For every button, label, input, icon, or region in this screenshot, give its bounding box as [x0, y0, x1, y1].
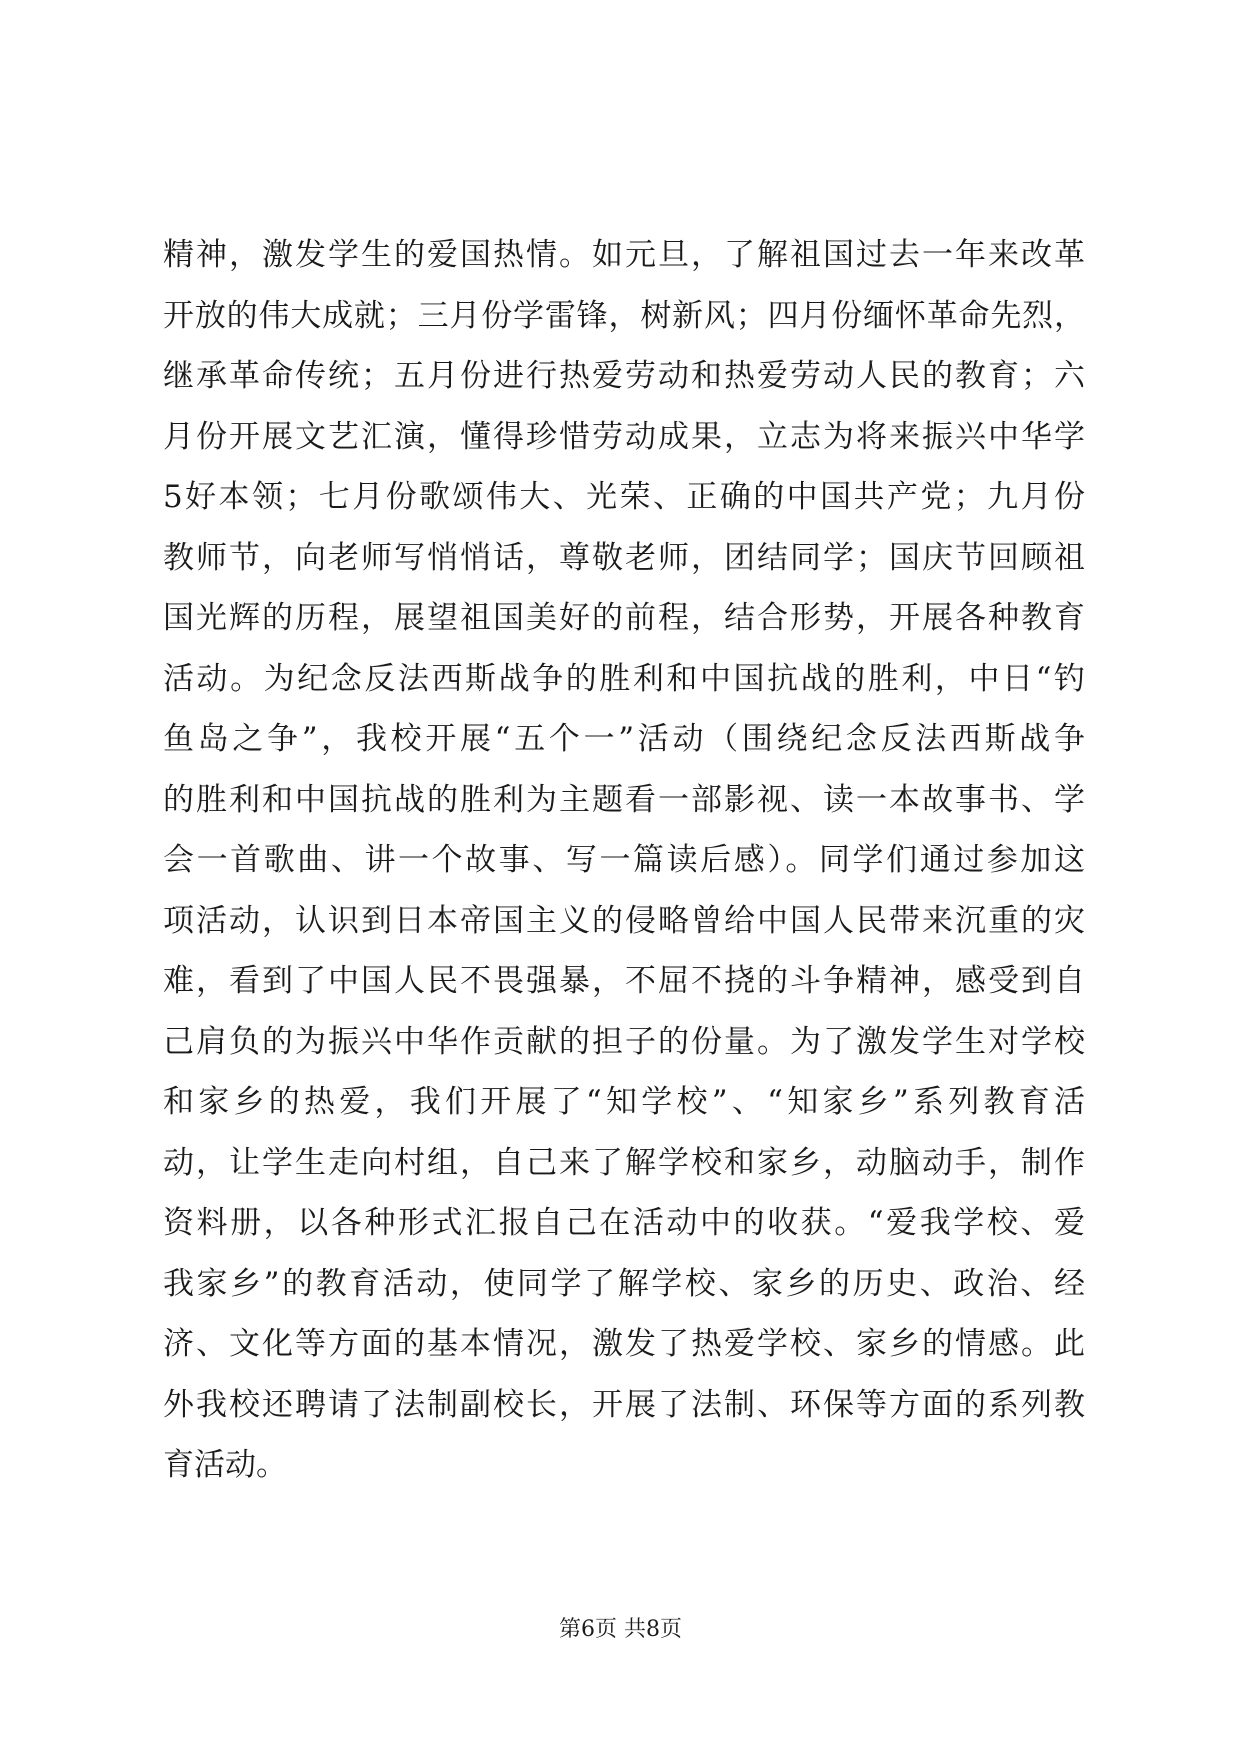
text-line: 鱼岛之争”，我校开展“五个一”活动（围绕纪念反法西斯战争 — [163, 721, 1085, 757]
page-number-footer: 第6页 共8页 — [559, 1617, 682, 1642]
text-line: 外我校还聘请了法制副校长，开展了法制、环保等方面的系列教 — [163, 1386, 1085, 1423]
text-line: 活动。为纪念反法西斯战争的胜利和中国抗战的胜利，中日“钓 — [163, 660, 1085, 697]
text-line: 资料册，以各种形式汇报自己在活动中的收获。“爱我学校、爱 — [163, 1205, 1085, 1241]
text-line: 月份开展文艺汇演，懂得珍惜劳动成果，立志为将来振兴中华学 — [163, 418, 1085, 455]
text-line: 教师节，向老师写悄悄话，尊敬老师，团结同学；国庆节回顾祖 — [163, 539, 1085, 576]
text-line: 我家乡”的教育活动，使同学了解学校、家乡的历史、政治、经 — [163, 1265, 1085, 1302]
text-line: 项活动，认识到日本帝国主义的侵略曾给中国人民带来沉重的灾 — [163, 902, 1085, 939]
text-line: 和家乡的热爱，我们开展了“知学校”、“知家乡”系列教育活 — [163, 1084, 1085, 1120]
text-line: 的胜利和中国抗战的胜利为主题看一部影视、读一本故事书、学 — [163, 781, 1085, 818]
text-line: 5好本领；七月份歌颂伟大、光荣、正确的中国共产党；九月份 — [163, 479, 1085, 515]
text-line: 精神，激发学生的爱国热情。如元旦，了解祖国过去一年来改革 — [163, 237, 1085, 273]
text-line: 己肩负的为振兴中华作贡献的担子的份量。为了激发学生对学校 — [163, 1023, 1085, 1060]
text-line: 继承革命传统；五月份进行热爱劳动和热爱劳动人民的教育；六 — [163, 358, 1085, 394]
text-line: 育活动。 — [163, 1447, 287, 1483]
text-line: 济、文化等方面的基本情况，激发了热爱学校、家乡的情感。此 — [163, 1326, 1085, 1362]
text-line: 开放的伟大成就；三月份学雷锋，树新风；四月份缅怀革命先烈， — [163, 297, 1085, 334]
body-text — [163, 225, 1085, 1496]
text-line: 会一首歌曲、讲一个故事、写一篇读后感）。同学们通过参加这 — [163, 842, 1085, 878]
text-line: 国光辉的历程，展望祖国美好的前程，结合形势，开展各种教育 — [163, 600, 1085, 636]
text-line: 动，让学生走向村组，自己来了解学校和家乡，动脑动手，制作 — [163, 1144, 1085, 1181]
text-line: 难，看到了中国人民不畏强暴，不屈不挠的斗争精神，感受到自 — [163, 963, 1085, 999]
